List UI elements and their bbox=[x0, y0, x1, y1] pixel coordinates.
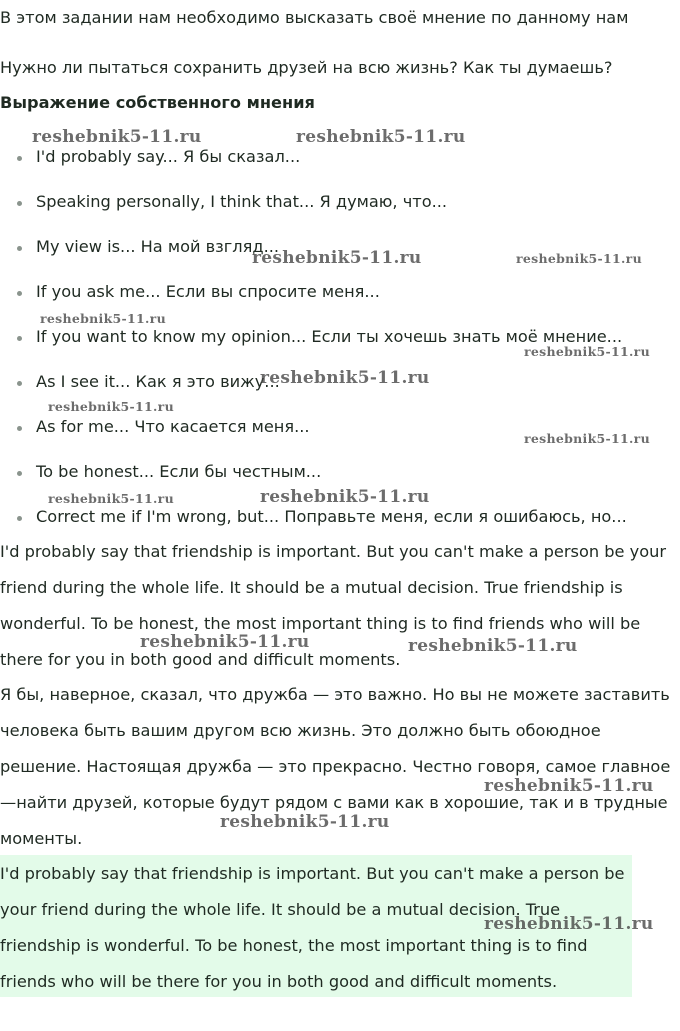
bullet-icon bbox=[17, 426, 22, 431]
watermark: reshebnik5-11.ru bbox=[260, 487, 430, 507]
bullet-icon bbox=[17, 291, 22, 296]
watermark: reshebnik5-11.ru bbox=[140, 632, 310, 652]
answer-ru-line: решение. Настоящая дружба — это прекрасно. Честно говоря, самое главное bbox=[0, 757, 671, 776]
bullet-icon bbox=[17, 471, 22, 476]
answer-ru-line: моменты. bbox=[0, 829, 83, 848]
answer-highlight-line: your friend during the whole life. It should be a mutual decision. True bbox=[0, 900, 561, 919]
answer-highlight-line: friendship is wonderful. To be honest, the most important thing is to find bbox=[0, 936, 588, 955]
answer-highlight-line: I'd probably say that friendship is important. But you can't make a person be bbox=[0, 864, 625, 883]
bullet-icon bbox=[17, 336, 22, 341]
watermark: reshebnik5-11.ru bbox=[484, 914, 654, 934]
answer-en-line: there for you in both good and difficult moments. bbox=[0, 650, 401, 669]
watermark: reshebnik5-11.ru bbox=[524, 431, 650, 446]
watermark: reshebnik5-11.ru bbox=[252, 248, 422, 268]
answer-en-line: wonderful. To be honest, the most important thing is to find friends who will be bbox=[0, 614, 641, 633]
watermark: reshebnik5-11.ru bbox=[40, 311, 166, 326]
bullet-icon bbox=[17, 156, 22, 161]
watermark: reshebnik5-11.ru bbox=[32, 127, 202, 147]
watermark: reshebnik5-11.ru bbox=[48, 399, 174, 414]
answer-ru-line: человека быть вашим другом всю жизнь. Это должно быть обоюдное bbox=[0, 721, 601, 740]
watermark: reshebnik5-11.ru bbox=[220, 812, 390, 832]
watermark: reshebnik5-11.ru bbox=[516, 251, 642, 266]
bullet-icon bbox=[17, 201, 22, 206]
intro-text: В этом задании нам необходимо высказать своё мнение по данному нам bbox=[0, 8, 629, 27]
answer-ru-line: Я бы, наверное, сказал, что дружба — это важно. Но вы не можете заставить bbox=[0, 685, 670, 704]
watermark: reshebnik5-11.ru bbox=[484, 776, 654, 796]
answer-ru-line: —найти друзей, которые будут рядом с вами как в хорошие, так и в трудные bbox=[0, 793, 668, 812]
watermark: reshebnik5-11.ru bbox=[524, 344, 650, 359]
watermark: reshebnik5-11.ru bbox=[296, 127, 466, 147]
bullet-icon bbox=[17, 246, 22, 251]
watermark: reshebnik5-11.ru bbox=[408, 636, 578, 656]
watermark: reshebnik5-11.ru bbox=[48, 491, 174, 506]
answer-en-line: I'd probably say that friendship is important. But you can't make a person be your bbox=[0, 542, 667, 561]
watermark: reshebnik5-11.ru bbox=[260, 368, 430, 388]
question-text: Нужно ли пытаться сохранить друзей на всю жизнь? Как ты думаешь? bbox=[0, 58, 613, 77]
answer-highlight-line: friends who will be there for you in both good and difficult moments. bbox=[0, 972, 558, 991]
bullet-icon bbox=[17, 381, 22, 386]
answer-en-line: friend during the whole life. It should be a mutual decision. True friendship is bbox=[0, 578, 623, 597]
bullet-icon bbox=[17, 516, 22, 521]
section-heading: Выражение собственного мнения bbox=[0, 93, 315, 112]
